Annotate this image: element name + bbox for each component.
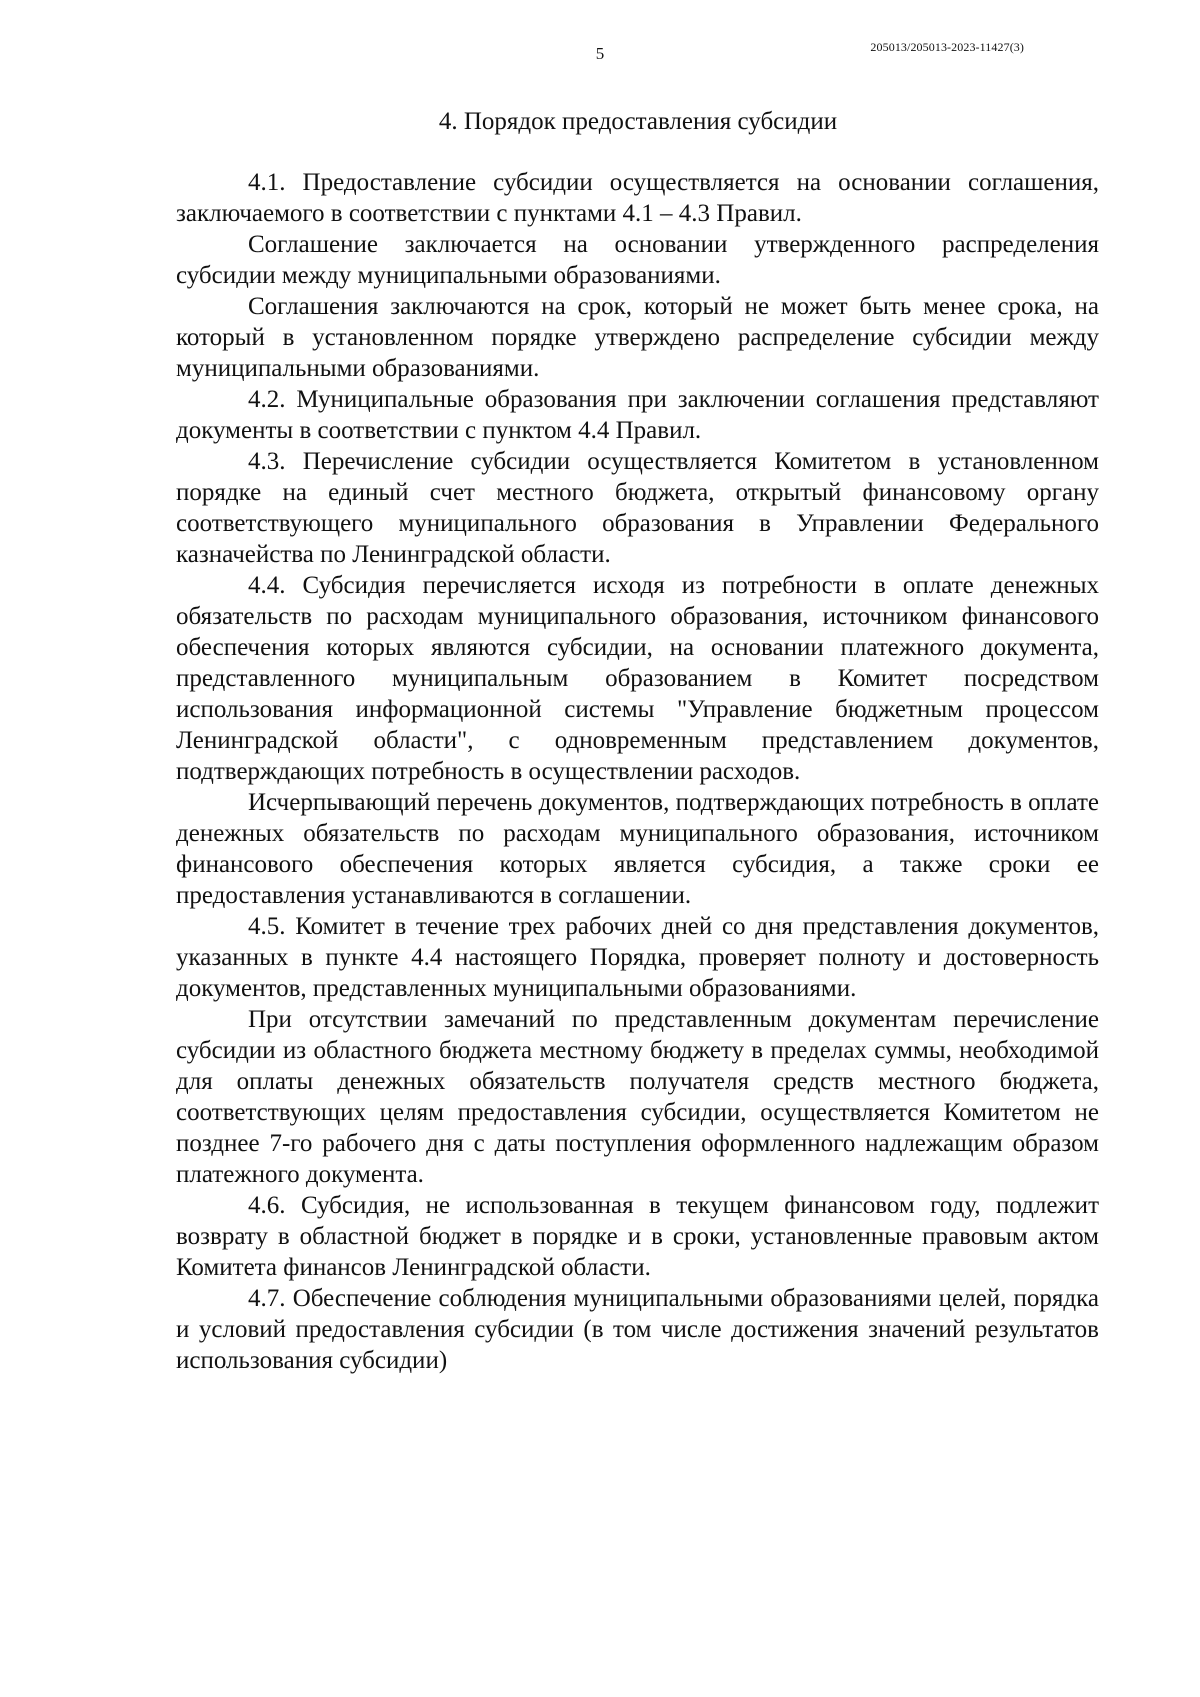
- paragraph-agreement-term: Соглашения заключаются на срок, который не может быть менее срока, на который в установленном порядке утверждено распределение субсидии между муниципальными образованиями.: [176, 293, 1099, 382]
- paragraph-4-7: 4.7. Обеспечение соблюдения муниципальными образованиями целей, порядка и условий предоставления субсидии (в том числе достижения значений результатов использования субсидии): [176, 1285, 1099, 1374]
- paragraph-4-1: 4.1. Предоставление субсидии осуществляется на основании соглашения, заключаемого в соответствии с пунктами 4.1 – 4.3 Правил.: [176, 169, 1099, 227]
- paragraph-4-3: 4.3. Перечисление субсидии осуществляется Комитетом в установленном порядке на единый счет местного бюджета, открытый финансовому органу соответствующего муниципального образования в Управлении Федерального казначейства по Ленинградской области.: [176, 448, 1099, 568]
- paragraph-4-2: 4.2. Муниципальные образования при заключении соглашения представляют документы в соответствии с пунктом 4.4 Правил.: [176, 386, 1099, 444]
- paragraph-no-remarks: При отсутствии замечаний по представленным документам перечисление субсидии из областного бюджета местному бюджету в пределах суммы, необходимой для оплаты денежных обязательств получателя средств местного бюджета, соответствующих целям предоставления субсидии, осуществляется Комитетом не позднее 7-го рабочего дня с даты поступления оформленного надлежащим образом платежного документа.: [176, 1006, 1099, 1188]
- paragraph-document-list: Исчерпывающий перечень документов, подтверждающих потребность в оплате денежных обязательств по расходам муниципального образования, источником финансового обеспечения которых является субсидия, а также сроки ее предоставления устанавливаются в соглашении.: [176, 789, 1099, 909]
- paragraph-agreement: Соглашение заключается на основании утвержденного распределения субсидии между муниципальными образованиями.: [176, 231, 1099, 289]
- paragraph-4-4: 4.4. Субсидия перечисляется исходя из потребности в оплате денежных обязательств по расходам муниципального образования, источником финансового обеспечения которых являются субсидии, на основании платежного документа, представленного муниципальным образованием в Комитет посредством использования информационной системы "Управление бюджетным процессом Ленинградской области", с одновременным представлением документов, подтверждающих потребность в осуществлении расходов.: [176, 572, 1099, 785]
- document-id: 205013/205013-2023-11427(3): [870, 40, 1024, 54]
- document-body: [176, 167, 1099, 1376]
- page-number: 5: [595, 44, 605, 63]
- section-title: 4. Порядок предоставления субсидии: [438, 108, 838, 135]
- paragraph-4-5: 4.5. Комитет в течение трех рабочих дней со дня представления документов, указанных в пункте 4.4 настоящего Порядка, проверяет полноту и достоверность документов, представленных муниципальными образованиями.: [176, 913, 1099, 1002]
- paragraph-4-6: 4.6. Субсидия, не использованная в текущем финансовом году, подлежит возврату в областной бюджет в порядке и в сроки, установленные правовым актом Комитета финансов Ленинградской области.: [176, 1192, 1099, 1281]
